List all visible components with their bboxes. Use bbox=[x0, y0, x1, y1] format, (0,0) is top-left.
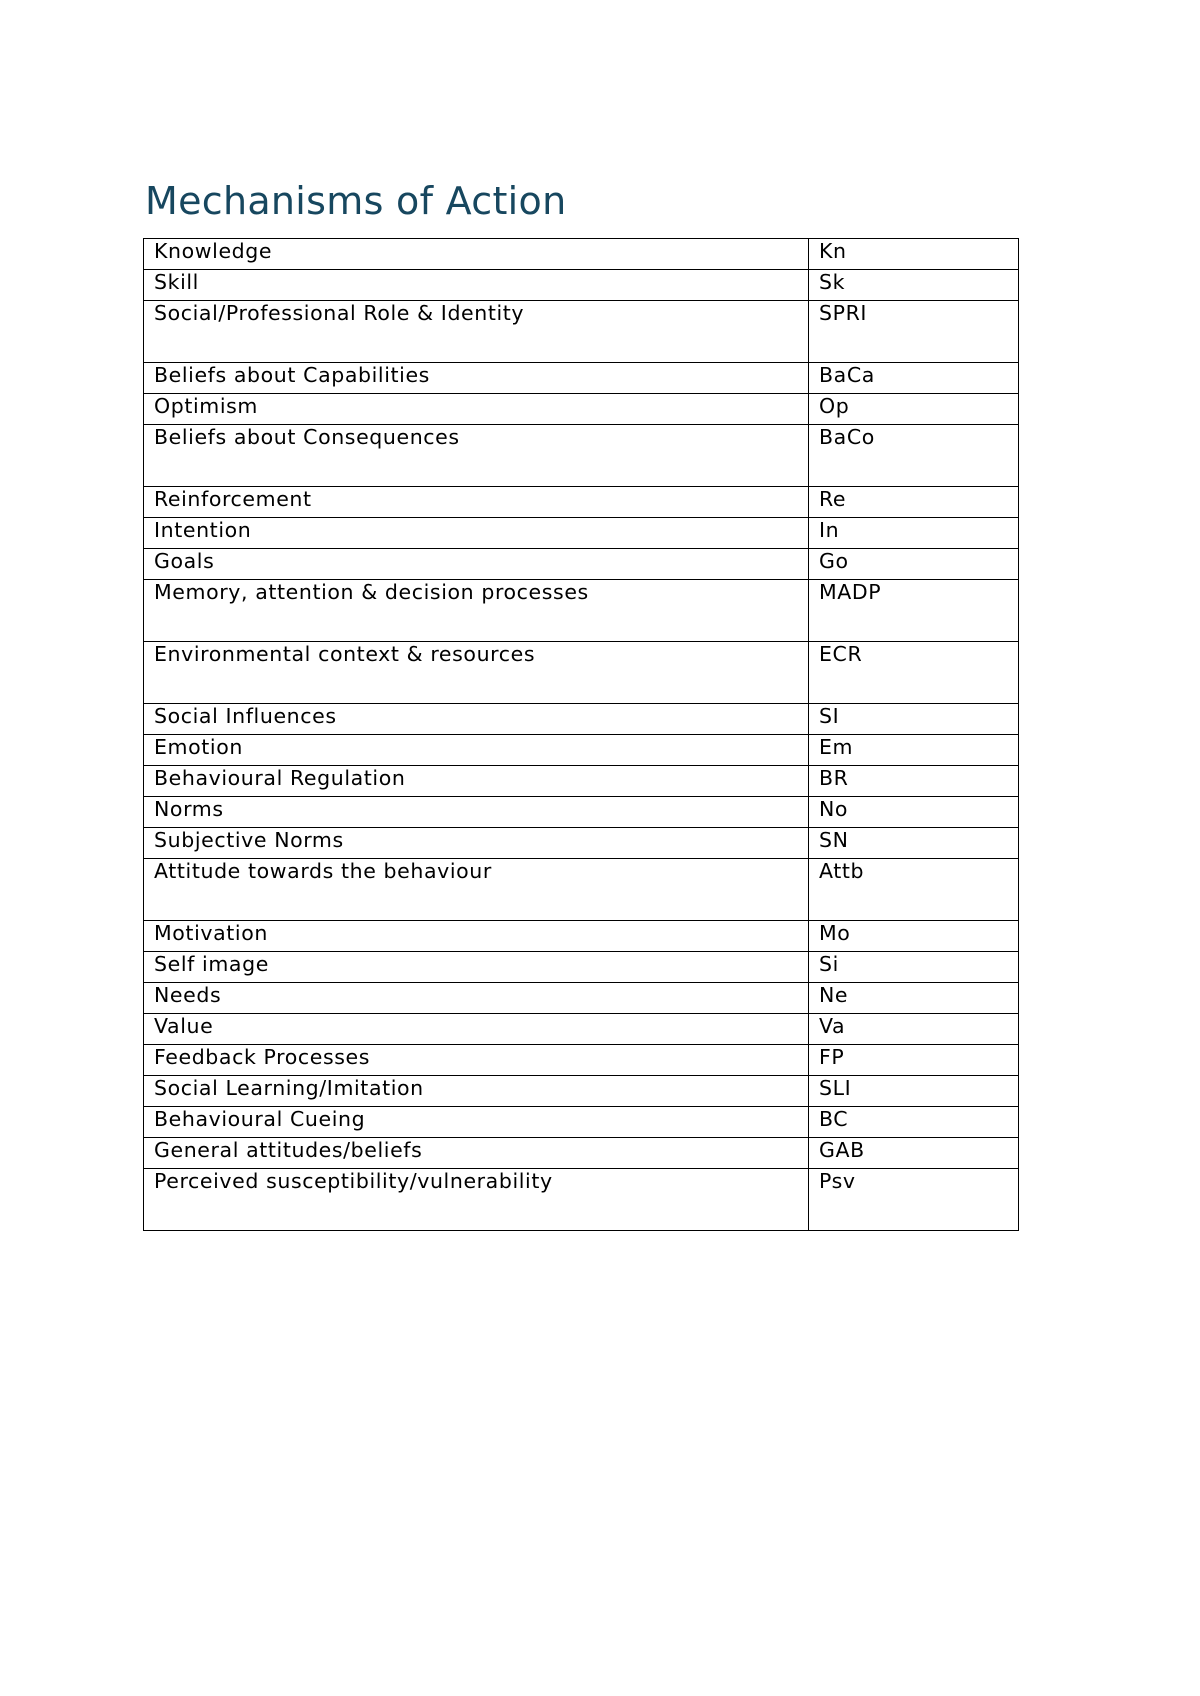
mechanism-code-cell: Va bbox=[809, 1014, 1019, 1045]
mechanism-code-cell: SI bbox=[809, 704, 1019, 735]
mechanism-code-cell: MADP bbox=[809, 580, 1019, 642]
table-row bbox=[144, 1107, 1019, 1138]
mechanism-name-cell: Norms bbox=[144, 797, 809, 828]
mechanism-code-cell: Ne bbox=[809, 983, 1019, 1014]
mechanism-name-cell: Social/Professional Role & Identity bbox=[144, 301, 809, 363]
mechanisms-table bbox=[143, 238, 1019, 1231]
mechanism-name-cell: Knowledge bbox=[144, 239, 809, 270]
mechanism-code-cell: SPRI bbox=[809, 301, 1019, 363]
table-row bbox=[144, 580, 1019, 642]
mechanism-name-cell: Subjective Norms bbox=[144, 828, 809, 859]
mechanism-code-cell: BaCo bbox=[809, 425, 1019, 487]
table-row bbox=[144, 983, 1019, 1014]
mechanism-code-cell: ECR bbox=[809, 642, 1019, 704]
mechanism-name-cell: Perceived susceptibility/vulnerability bbox=[144, 1169, 809, 1231]
mechanism-code-cell: FP bbox=[809, 1045, 1019, 1076]
table-row bbox=[144, 642, 1019, 704]
mechanism-code-cell: Psv bbox=[809, 1169, 1019, 1231]
mechanism-name-cell: Goals bbox=[144, 549, 809, 580]
mechanism-code-cell: SN bbox=[809, 828, 1019, 859]
mechanism-code-cell: SLI bbox=[809, 1076, 1019, 1107]
table-row bbox=[144, 735, 1019, 766]
mechanism-name-cell: Environmental context & resources bbox=[144, 642, 809, 704]
mechanism-name-cell: Emotion bbox=[144, 735, 809, 766]
table-row bbox=[144, 828, 1019, 859]
mechanism-name-cell: Behavioural Cueing bbox=[144, 1107, 809, 1138]
table-row bbox=[144, 1169, 1019, 1231]
mechanism-code-cell: In bbox=[809, 518, 1019, 549]
table-row bbox=[144, 487, 1019, 518]
mechanism-code-cell: Sk bbox=[809, 270, 1019, 301]
mechanism-code-cell: BR bbox=[809, 766, 1019, 797]
table-row bbox=[144, 952, 1019, 983]
mechanism-code-cell: Mo bbox=[809, 921, 1019, 952]
mechanism-code-cell: GAB bbox=[809, 1138, 1019, 1169]
table-row bbox=[144, 239, 1019, 270]
table-row bbox=[144, 301, 1019, 363]
mechanism-code-cell: No bbox=[809, 797, 1019, 828]
mechanism-code-cell: Go bbox=[809, 549, 1019, 580]
mechanism-name-cell: Optimism bbox=[144, 394, 809, 425]
mechanism-code-cell: Si bbox=[809, 952, 1019, 983]
table-row bbox=[144, 704, 1019, 735]
mechanism-name-cell: Skill bbox=[144, 270, 809, 301]
table-row bbox=[144, 921, 1019, 952]
mechanisms-table-body bbox=[144, 239, 1019, 1231]
mechanism-name-cell: Memory, attention & decision processes bbox=[144, 580, 809, 642]
mechanism-code-cell: Attb bbox=[809, 859, 1019, 921]
mechanism-code-cell: BC bbox=[809, 1107, 1019, 1138]
table-row bbox=[144, 425, 1019, 487]
table-row bbox=[144, 394, 1019, 425]
mechanism-name-cell: Feedback Processes bbox=[144, 1045, 809, 1076]
mechanism-code-cell: Op bbox=[809, 394, 1019, 425]
table-row bbox=[144, 859, 1019, 921]
mechanism-name-cell: Value bbox=[144, 1014, 809, 1045]
mechanism-name-cell: Social Influences bbox=[144, 704, 809, 735]
mechanism-name-cell: Attitude towards the behaviour bbox=[144, 859, 809, 921]
mechanism-name-cell: Intention bbox=[144, 518, 809, 549]
page-title: Mechanisms of Action bbox=[145, 179, 567, 223]
mechanism-name-cell: Beliefs about Consequences bbox=[144, 425, 809, 487]
table-row bbox=[144, 270, 1019, 301]
mechanism-name-cell: General attitudes/beliefs bbox=[144, 1138, 809, 1169]
mechanism-code-cell: BaCa bbox=[809, 363, 1019, 394]
mechanism-code-cell: Em bbox=[809, 735, 1019, 766]
table-row bbox=[144, 797, 1019, 828]
mechanism-code-cell: Kn bbox=[809, 239, 1019, 270]
mechanism-name-cell: Beliefs about Capabilities bbox=[144, 363, 809, 394]
mechanism-code-cell: Re bbox=[809, 487, 1019, 518]
table-row bbox=[144, 1014, 1019, 1045]
table-row bbox=[144, 1076, 1019, 1107]
table-row bbox=[144, 518, 1019, 549]
table-row bbox=[144, 1045, 1019, 1076]
mechanism-name-cell: Motivation bbox=[144, 921, 809, 952]
table-row bbox=[144, 363, 1019, 394]
table-row bbox=[144, 1138, 1019, 1169]
table-row bbox=[144, 766, 1019, 797]
mechanism-name-cell: Needs bbox=[144, 983, 809, 1014]
mechanism-name-cell: Behavioural Regulation bbox=[144, 766, 809, 797]
mechanism-name-cell: Reinforcement bbox=[144, 487, 809, 518]
mechanism-name-cell: Self image bbox=[144, 952, 809, 983]
mechanism-name-cell: Social Learning/Imitation bbox=[144, 1076, 809, 1107]
table-row bbox=[144, 549, 1019, 580]
